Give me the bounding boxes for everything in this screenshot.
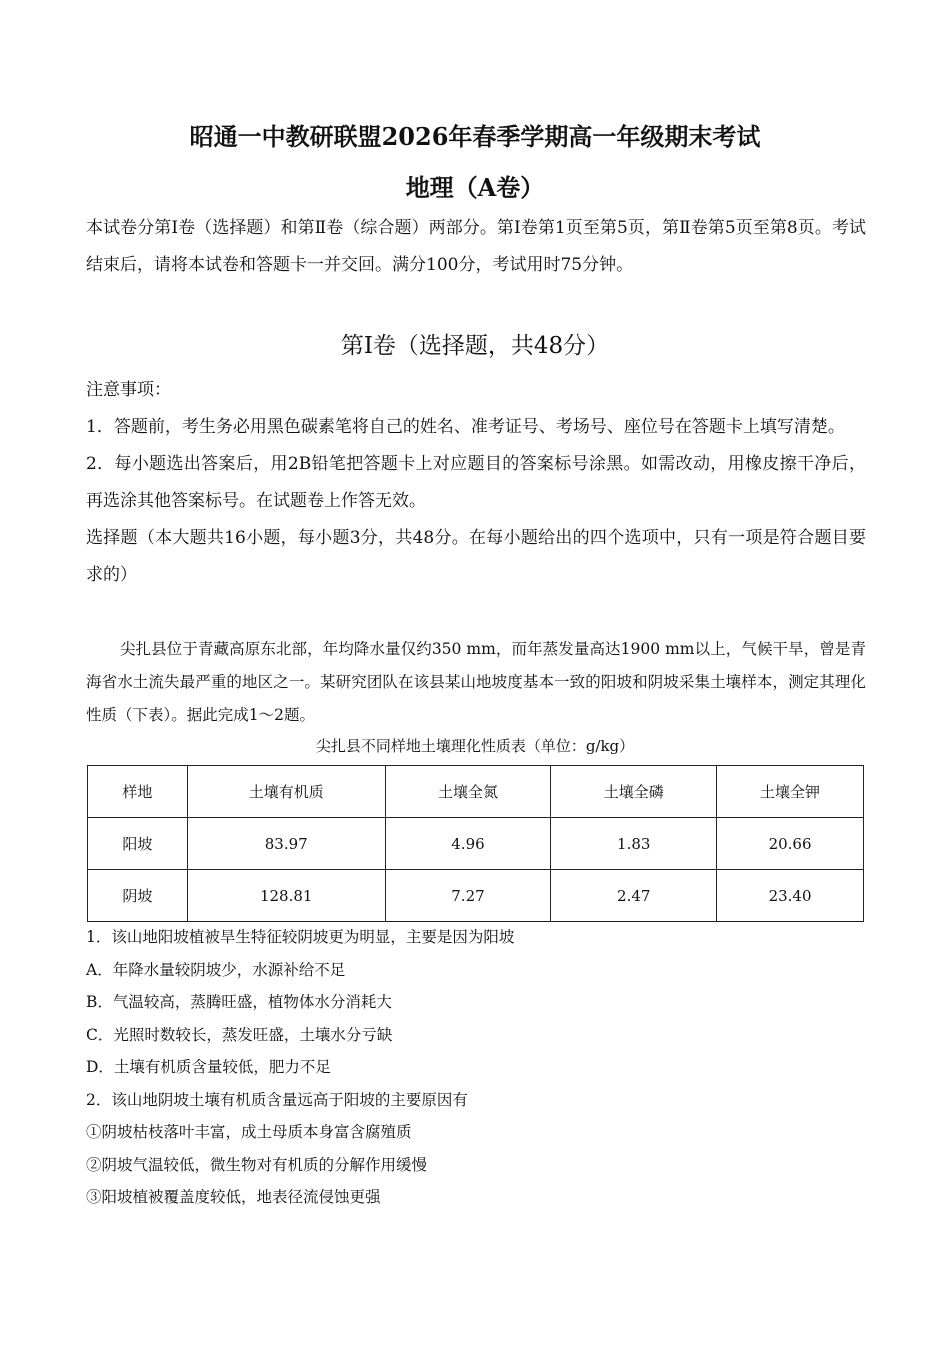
exam-intro: 本试卷分第Ⅰ卷（选择题）和第Ⅱ卷（综合题）两部分。第Ⅰ卷第1页至第5页，第Ⅱ卷第5页至第8页。考试结束后，请将本试卷和答题卡一并交回。满分100分，考试用时75分钟。	[86, 218, 866, 275]
question-2-stem: 2．该山地阴坡土壤有机质含量远高于阳坡的主要原因有	[86, 1090, 468, 1109]
exam-subtitle: 地理（A卷）	[405, 173, 545, 202]
note-item-2: 2．每小题选出答案后，用2B铅笔把答题卡上对应题目的答案标号涂黑。如需改动，用橡皮擦干净后，再选涂其他答案标号。在试题卷上作答无效。	[86, 454, 866, 511]
option-c: C．光照时数较长，蒸发旺盛，土壤水分亏缺	[86, 1025, 393, 1044]
table-cell: 2.47	[551, 870, 717, 922]
table-cell: 7.27	[385, 870, 551, 922]
note-item-1: 1．答题前，考生务必用黑色碳素笔将自己的姓名、准考证号、考场号、座位号在答题卡上填写清楚。	[86, 417, 845, 437]
table-cell: 23.40	[717, 870, 864, 922]
table-caption: 尖扎县不同样地土壤理化性质表（单位：g/kg）	[315, 737, 635, 755]
table-cell: 20.66	[717, 818, 864, 870]
table-cell: 阳坡	[88, 818, 188, 870]
table-header-cell: 样地	[88, 766, 188, 818]
passage-text: 尖扎县位于青藏高原东北部，年均降水量仅约350 mm，而年蒸发量高达1900 mm以上，气候干旱，曾是青海省水土流失最严重的地区之一。某研究团队在该县某山地坡度基本一致的阳坡和阴坡采集土壤样本，测定其理化性质（下表）。据此完成1～2题。	[86, 640, 866, 724]
table-header-row	[88, 766, 864, 818]
exam-title: 昭通一中教研联盟2026年春季学期高一年级期末考试	[189, 122, 761, 151]
notes-block	[86, 372, 866, 594]
soil-properties-table	[87, 765, 864, 922]
statement-1: ①阴坡枯枝落叶丰富，成土母质本身富含腐殖质	[86, 1123, 412, 1141]
table-header-cell: 土壤有机质	[187, 766, 385, 818]
option-d: D．土壤有机质含量较低，肥力不足	[86, 1058, 331, 1076]
notes-heading: 注意事项：	[86, 380, 171, 400]
table-row	[88, 870, 864, 922]
table-cell: 4.96	[385, 818, 551, 870]
question-1-stem: 1．该山地阳坡植被旱生特征较阴坡更为明显，主要是因为阳坡	[86, 928, 515, 946]
table-header-cell: 土壤全氮	[385, 766, 551, 818]
table-cell: 83.97	[187, 818, 385, 870]
table-cell: 1.83	[551, 818, 717, 870]
table-cell: 阴坡	[88, 870, 188, 922]
option-a: A．年降水量较阴坡少，水源补给不足	[86, 960, 346, 979]
statement-3: ③阳坡植被覆盖度较低，地表径流侵蚀更强	[86, 1188, 381, 1206]
section-title: 第Ⅰ卷（选择题，共48分）	[340, 333, 610, 359]
questions-block	[86, 921, 866, 1214]
option-b: B．气温较高，蒸腾旺盛，植物体水分消耗大	[86, 993, 392, 1011]
statement-2: ②阴坡气温较低，微生物对有机质的分解作用缓慢	[86, 1155, 428, 1174]
table-header-cell: 土壤全钾	[717, 766, 864, 818]
table-cell: 128.81	[187, 870, 385, 922]
choice-instructions: 选择题（本大题共16小题，每小题3分，共48分。在每小题给出的四个选项中，只有一项是符合题目要求的）	[86, 528, 866, 585]
table-header-cell: 土壤全磷	[551, 766, 717, 818]
table-row	[88, 818, 864, 870]
